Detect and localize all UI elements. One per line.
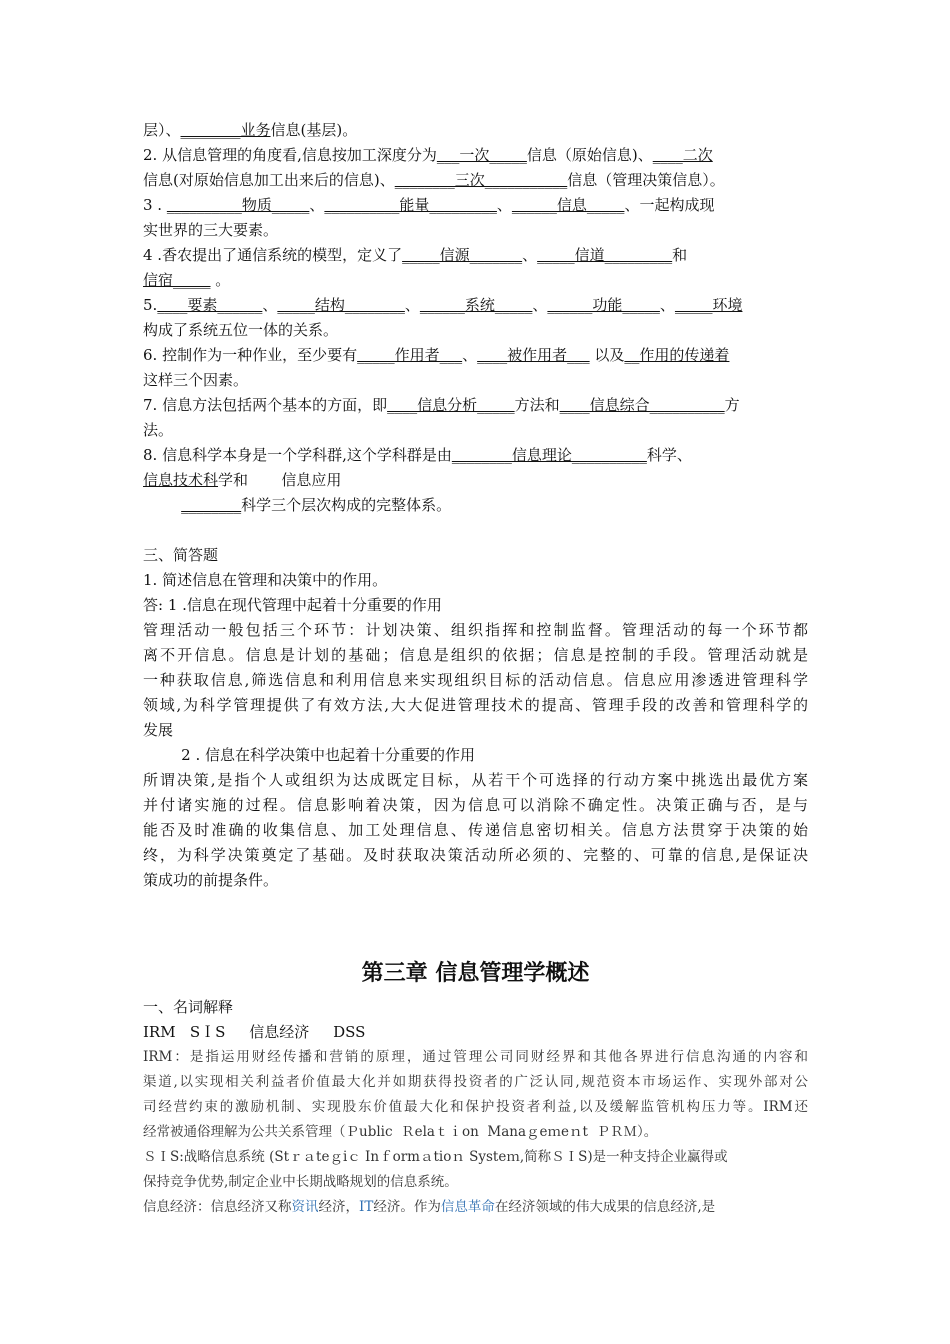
blank-answer: ________信息理论__________ bbox=[451, 446, 647, 464]
link-it[interactable]: IT bbox=[359, 1199, 374, 1215]
paragraph-line: 离不开信息。信息是计划的基础；信息是组织的依据；信息是控制的手段。管理活动就是 bbox=[143, 646, 808, 664]
paragraph-line: 能否及时准确的收集信息、加工处理信息、传递信息密切相关。信息方法贯穿于决策的始 bbox=[143, 821, 808, 839]
question-4-line-2 bbox=[143, 268, 808, 293]
text: 信息（原始信息)、 bbox=[526, 146, 653, 164]
question-heading: 1. 简述信息在管理和决策中的作用。 bbox=[143, 571, 388, 589]
text: 信息(基层)。 bbox=[270, 121, 358, 139]
text: 8. 信息科学本身是一个学科群,这个学科群是由 bbox=[143, 446, 452, 464]
blank-answer: ________业务 bbox=[180, 121, 271, 139]
text: 科学、 bbox=[646, 446, 692, 464]
link-info-revolution[interactable]: 信息革命 bbox=[440, 1199, 495, 1215]
text: 2. 从信息管理的角度看,信息按加工深度分为 bbox=[143, 146, 437, 164]
blank-answer: ______系统_____ bbox=[419, 296, 533, 314]
paragraph-line: 所谓决策,是指个人或组织为达成既定目标，从若干个可选择的行动方案中挑选出最优方案 bbox=[143, 771, 808, 789]
question-6-line-1 bbox=[143, 343, 808, 368]
answer-heading: 答: 1 .信息在现代管理中起着十分重要的作用 bbox=[143, 596, 442, 614]
blank-answer: ______功能_____ bbox=[547, 296, 660, 314]
text: 方 bbox=[724, 396, 740, 414]
blank-answer: ______信息_____ bbox=[511, 196, 625, 214]
text: 经济。作为 bbox=[373, 1199, 441, 1215]
blank-answer: ________ bbox=[181, 496, 242, 514]
blank-answer: ___一次_____ bbox=[436, 146, 527, 164]
blank-answer: _____环境 bbox=[674, 296, 743, 314]
text: 经济， bbox=[318, 1199, 359, 1215]
term-label: 信息经济： bbox=[143, 1199, 211, 1215]
text: 信息(对原始信息加工出来后的信息)、 bbox=[143, 171, 395, 189]
blank-answer: ________三次___________ bbox=[394, 171, 568, 189]
text: 5. bbox=[143, 296, 158, 314]
text: 、 bbox=[462, 346, 478, 364]
blank-answer: _____信道_________ bbox=[537, 246, 673, 264]
text: 以及 bbox=[589, 346, 625, 364]
text: 、 bbox=[522, 246, 538, 264]
blank-answer: ____二次 bbox=[652, 146, 713, 164]
text: 在经济领域的伟大成果的信息经济,是 bbox=[494, 1199, 716, 1215]
text: 3 . bbox=[143, 196, 167, 214]
definition-line: 渠道,以实现相关利益者价值最大化并如期获得投资者的广泛认同,规范资本市场运作、实现外部对公 bbox=[143, 1074, 808, 1090]
question-7-line-1 bbox=[143, 393, 808, 418]
text: 、 bbox=[309, 196, 325, 214]
answer-subheading: 2 . 信息在科学决策中也起着十分重要的作用 bbox=[143, 746, 475, 764]
text: 、 bbox=[532, 296, 548, 314]
terms-list: IRM SＩS 信息经济 DSS bbox=[143, 1023, 366, 1041]
question-3-line-2: 实世界的三大要素。 bbox=[143, 221, 279, 239]
paragraph-line: 一种获取信息,筛选信息和利用信息来实现组织目标的活动信息。信息应用渗透进管理科学 bbox=[143, 671, 808, 689]
question-5-line-1 bbox=[143, 293, 808, 318]
text: 、 bbox=[659, 296, 675, 314]
chapter-title: 第三章 信息管理学概述 bbox=[361, 961, 590, 986]
text: 、 bbox=[496, 196, 512, 214]
text: 、一起构成现 bbox=[624, 196, 715, 214]
paragraph-line: 发展 bbox=[143, 721, 174, 739]
question-8-line-2 bbox=[143, 468, 808, 493]
text: 方法和 bbox=[514, 396, 560, 414]
paragraph-line: 终，为科学决策奠定了基础。及时获取决策活动所必须的、完整的、可靠的信息,是保证决 bbox=[143, 846, 808, 864]
text: 4 .香农提出了通信系统的模型，定义了 bbox=[143, 246, 403, 264]
text: 7. 信息方法包括两个基本的方面，即 bbox=[143, 396, 388, 414]
definition-line bbox=[143, 1045, 808, 1070]
blank-answer: 信宿_____ bbox=[143, 271, 211, 289]
question-3-line-1 bbox=[143, 193, 808, 218]
definition-line: 司经营约束的激励机制、实现股东价值最大化和保护投资者利益,以及缓解监管机构压力等。IRM还 bbox=[143, 1099, 808, 1115]
text: 学和 信息应用 bbox=[218, 471, 342, 489]
blank-answer: _____作用者___ bbox=[357, 346, 463, 364]
definition-line: 保持竞争优势,制定企业中长期战略规划的信息系统。 bbox=[143, 1174, 458, 1190]
blank-answer: __________能量_________ bbox=[324, 196, 497, 214]
text: 、 bbox=[262, 296, 278, 314]
blank-answer: _____信源_______ bbox=[402, 246, 523, 264]
blank-answer: __作用的传递着 bbox=[624, 346, 730, 364]
blank-answer: _____结构________ bbox=[277, 296, 405, 314]
question-4-line-1 bbox=[143, 243, 808, 268]
term-label: IRM： bbox=[143, 1049, 190, 1065]
paragraph-line: 并付诸实施的过程。信息影响着决策，因为信息可以消除不确定性。决策正确与否，是与 bbox=[143, 796, 808, 814]
definition-line: 经常被通俗理解为公共关系管理（Ｐublic Ｒelaｔｉon Manaｇeｍeｎt ＰＲＭ）。 bbox=[143, 1124, 658, 1140]
question-7-line-2: 法。 bbox=[143, 421, 174, 439]
question-6-line-2: 这样三个因素。 bbox=[143, 371, 249, 389]
definition-line bbox=[143, 1195, 808, 1220]
blank-answer: ____要素______ bbox=[157, 296, 263, 314]
blank-answer: ____信息综合__________ bbox=[559, 396, 725, 414]
fill-line-1 bbox=[143, 118, 808, 143]
question-8-line-3 bbox=[143, 493, 808, 518]
question-2-line-1 bbox=[143, 143, 808, 168]
text: 是指运用财经传播和营销的原理，通过管理公司同财经界和其他各界进行信息沟通的内容和 bbox=[189, 1049, 808, 1065]
text: 科学三个层次构成的完整体系。 bbox=[241, 496, 452, 514]
section-heading: 一、名词解释 bbox=[143, 998, 234, 1016]
paragraph-line: 管理活动一般包括三个环节：计划决策、组织指挥和控制监督。管理活动的每一个环节都 bbox=[143, 621, 808, 639]
text: 层）、 bbox=[143, 121, 181, 139]
question-8-line-1 bbox=[143, 443, 808, 468]
paragraph-line: 领域,为科学管理提供了有效方法,大大促进管理技术的提高、管理手段的改善和管理科学的 bbox=[143, 696, 808, 714]
blank-answer: ____信息分析_____ bbox=[387, 396, 515, 414]
blank-answer: __________物质_____ bbox=[166, 196, 310, 214]
definition-line: ＳＩS:战略信息系统 (Stｒａteｇiｃ Inｆormａtioｎ Systeｍ,简称ＳＩS)是一种支持企业赢得或 bbox=[143, 1149, 728, 1165]
text: 。 bbox=[210, 271, 231, 289]
paragraph-line: 策成功的前提条件。 bbox=[143, 871, 279, 889]
section-heading: 三、简答题 bbox=[143, 546, 219, 564]
blank-answer: ____被作用者___ bbox=[477, 346, 590, 364]
text: 信息（管理决策信息）。 bbox=[567, 171, 725, 189]
link-zixun[interactable]: 资讯 bbox=[291, 1199, 319, 1215]
text: 信息经济又称 bbox=[210, 1199, 292, 1215]
text: 、 bbox=[404, 296, 420, 314]
indent bbox=[143, 496, 181, 514]
question-5-line-2: 构成了系统五位一体的关系。 bbox=[143, 321, 339, 339]
blank-answer: 信息技术科 bbox=[143, 471, 219, 489]
question-2-line-2 bbox=[143, 168, 808, 193]
text: 和 bbox=[672, 246, 688, 264]
text: 6. 控制作为一种作业，至少要有 bbox=[143, 346, 358, 364]
